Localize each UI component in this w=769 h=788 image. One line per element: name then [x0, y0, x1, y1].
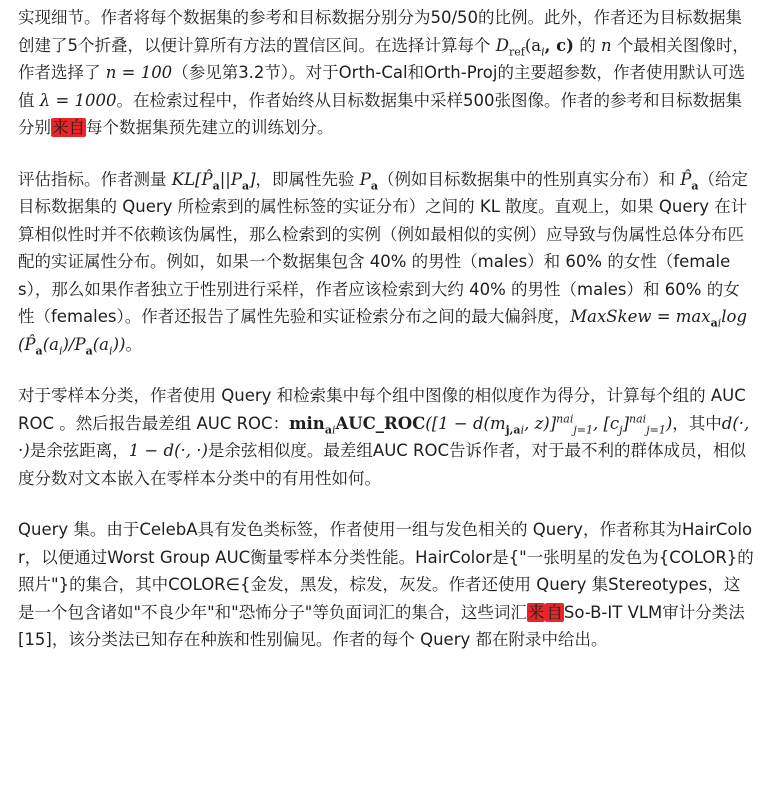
highlight-mark: 自: [546, 602, 563, 622]
math-maxskew: MaxSkew = $\max_{ai}\log(P̂_a(a_i)/P_a(a_i))$: [18, 307, 748, 357]
text: So-B-IT VLM审计分类法[15]，该分类法已知存在种族和性别偏见。作者的每个 Query 都在附录中给出。: [18, 602, 745, 649]
math-cosine-similarity: 1 − d(·, ·): [128, 441, 208, 460]
math-lambda: λ = 1000: [39, 90, 117, 110]
math-cosine-distance: d(·, ·): [18, 413, 750, 460]
text: （参见第3.2节）。对于Orth-Cal和Orth-Proj的主要超参数，作者使用默认可选值: [18, 63, 745, 110]
paragraph-implementation-details: [18, 4, 755, 142]
text: 个最相关图像时，作者选择了: [18, 35, 749, 82]
text: （给定目标数据集的 Query 所检索到的属性标签的实证分布）之间的 KL 散度。直观上，如果 Query 在计算相似性时并不依赖该伪属性，那么检索到的实例（例如最相似的实例）应导致与伪属性总体分布匹配的实证属性分布。例如，如果一个数据集包含 40% 的男性（males）和 60% 的女性（females），那么如果作者独立于性别进行采样，作者应该检索到大约 40% 的男性（males）和 60% 的女性（females）。作者还报告了属性先验和实证检索分布之间的最大偏斜度，: [18, 169, 749, 326]
math-dref: $D_{ref}(a_i$, c): [495, 35, 574, 58]
math-kl: $KL[P̂_a||P_a]$: [171, 169, 256, 192]
paragraph-zero-shot: [18, 382, 755, 492]
math-n-100: n = 100: [105, 63, 173, 82]
text: 评估指标。作者测量: [18, 169, 172, 189]
text: 是余弦距离，: [29, 441, 129, 460]
text: （例如目标数据集中的性别真实分布）和: [378, 169, 681, 189]
text: 。在检索过程中，作者始终从目标数据集中采样500张图像。作者的参考和目标数据集分别: [18, 90, 743, 137]
text: 每个数据集预先建立的训练划分。: [86, 118, 334, 137]
text: 实现细节。作者将每个数据集的参考和目标数据分别分为50/50的比例。此外，作者还为目标数据集创建了5个折叠，以便计算所有方法的置信区间。在选择计算每个: [18, 8, 743, 55]
highlight-mark: 来自: [52, 118, 85, 137]
text: Query 集。由于CelebA具有发色类标签，作者使用一组与发色相关的 Query，作者称其为HairColor，以便通过Worst Group AUC衡量零样本分类性能。HairColor是{"一张明星的发色为{COLOR}的照片"}的集合，其中COLOR∈{金发，黑发，棕发，灰发。作者还使用 Query 集Stereotypes，这是一个包含诸如"不良少年"和"恐怖分子"等负面词汇的集合，这些词汇: [18, 520, 754, 622]
math-pa: $P_a$: [359, 169, 379, 192]
text: 对于零样本分类，作者使用 Query 和检索集中每个组中图像的相似度作为得分，计算每个组的 AUC ROC 。然后报告最差组 AUC ROC：: [18, 386, 746, 433]
math-worst-group-auc: $\min_{ai}AUC\_ROC([1 - d(m_{j,ai}$, z)]$^{nai}_{j=1}$, $[c_j]^{nai}_{j=1}$): [289, 412, 673, 436]
text: ，其中: [672, 413, 722, 433]
math-n: n: [600, 35, 612, 55]
paragraph-evaluation-metrics: [18, 166, 755, 359]
paragraph-query-sets: [18, 516, 755, 654]
text: ，即属性先验: [255, 169, 360, 189]
text: 是余弦相似度。最差组AUC ROC告诉作者，对于最不利的群体成员，相似度分数对文本嵌入在零样本分类中的有用性如何。: [18, 441, 747, 488]
highlight-mark: 来: [527, 602, 545, 622]
text: 的: [573, 35, 601, 55]
text: 。: [125, 334, 142, 354]
math-phat: $P̂_a$: [680, 169, 699, 192]
